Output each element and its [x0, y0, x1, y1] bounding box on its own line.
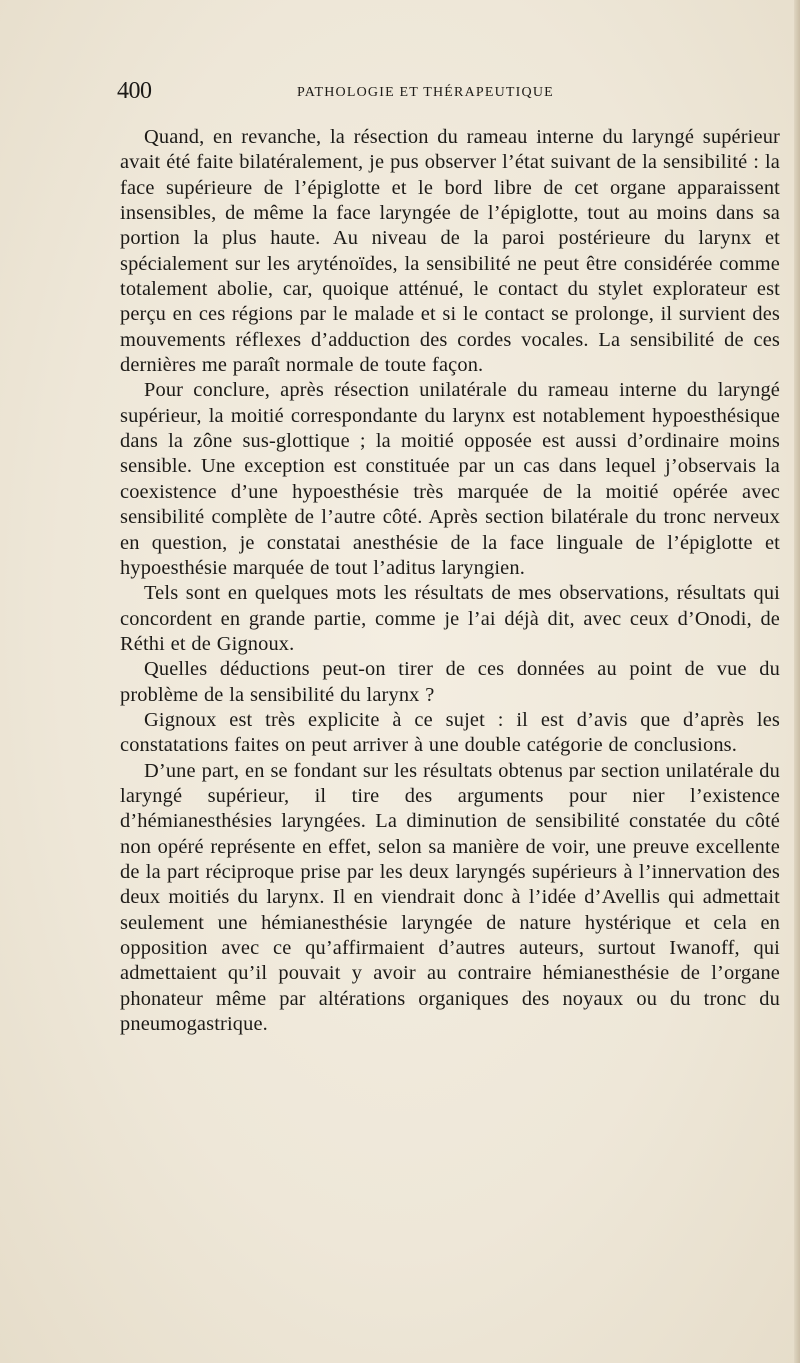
paragraph: Quand, en revanche, la résection du rameau interne du laryngé supérieur avait été faite bilatéralement, je pus observer l’état suivant de la sensibilité : la face supérieure de l’épiglotte et le bord libre de cet organe apparaissent insensibles, de même la face laryngée de l’épiglotte, tout au moins dans sa portion la plus haute. Au niveau de la paroi postérieure du larynx et spécialement sur les aryténoïdes, la sensibilité ne peut être considérée comme totalement abolie, car, quoique atténué, le contact du stylet explorateur est perçu en ces régions par le malade et si le contact se prolonge, il survient des mouvements réflexes d’adduction des cordes vocales. La sensibilité de ces dernières me paraît normale de toute façon. — [120, 126, 780, 377]
page-edge-shadow — [794, 0, 800, 1363]
body-text — [120, 125, 780, 1037]
paragraph: Pour conclure, après résection unilatérale du rameau interne du laryngé supérieur, la moitié correspondante du larynx est notablement hypoesthésique dans la zône sus-glottique ; la moitié opposée est aussi d’ordinaire moins sensible. Une exception est constituée par un cas dans lequel j’observais la coexistence d’une hypoesthésie très marquée de la moitié opérée avec sensibilité complète de l’autre côté. Après section bilatérale du tronc nerveux en question, je constatai anesthésie de la face linguale de l’épiglotte et hypoesthésie marquée de tout l’aditus laryngien. — [120, 379, 780, 579]
paragraph: D’une part, en se fondant sur les résultats obtenus par section unilatérale du laryngé supérieur, il tire des arguments pour nier l’existence d’hémianesthésies laryngées. La diminution de sensibilité constatée du côté non opéré représente en effet, selon sa manière de voir, une preuve excellente de la part réciproque prise par les deux laryngés supérieurs à l’innervation des deux moitiés du larynx. Il en viendrait donc à l’idée d’Avellis qui admettait seulement une hémianesthésie laryngée de nature hystérique et cela en opposition avec ce qu’affirmaient d’autres auteurs, surtout Iwanoff, qui admettaient qu’il pouvait y avoir au contraire hémianesthésie de l’organe phonateur même par altérations organiques des noyaux ou du tronc du pneumogastrique. — [120, 759, 780, 1036]
page-header — [117, 78, 780, 108]
paragraph: Gignoux est très explicite à ce sujet : il est d’avis que d’après les constatations faites on peut arriver à une double catégorie de conclusions. — [120, 708, 780, 757]
running-title: PATHOLOGIE ET THÉRAPEUTIQUE — [297, 85, 554, 100]
paragraph: Quelles déductions peut-on tirer de ces données au point de vue du problème de la sensibilité du larynx ? — [120, 658, 780, 706]
page-number: 400 — [117, 78, 152, 104]
paragraph: Tels sont en quelques mots les résultats de mes observations, résultats qui concordent en grande partie, comme je l’ai déjà dit, avec ceux d’Onodi, de Réthi et de Gignoux. — [120, 582, 780, 655]
